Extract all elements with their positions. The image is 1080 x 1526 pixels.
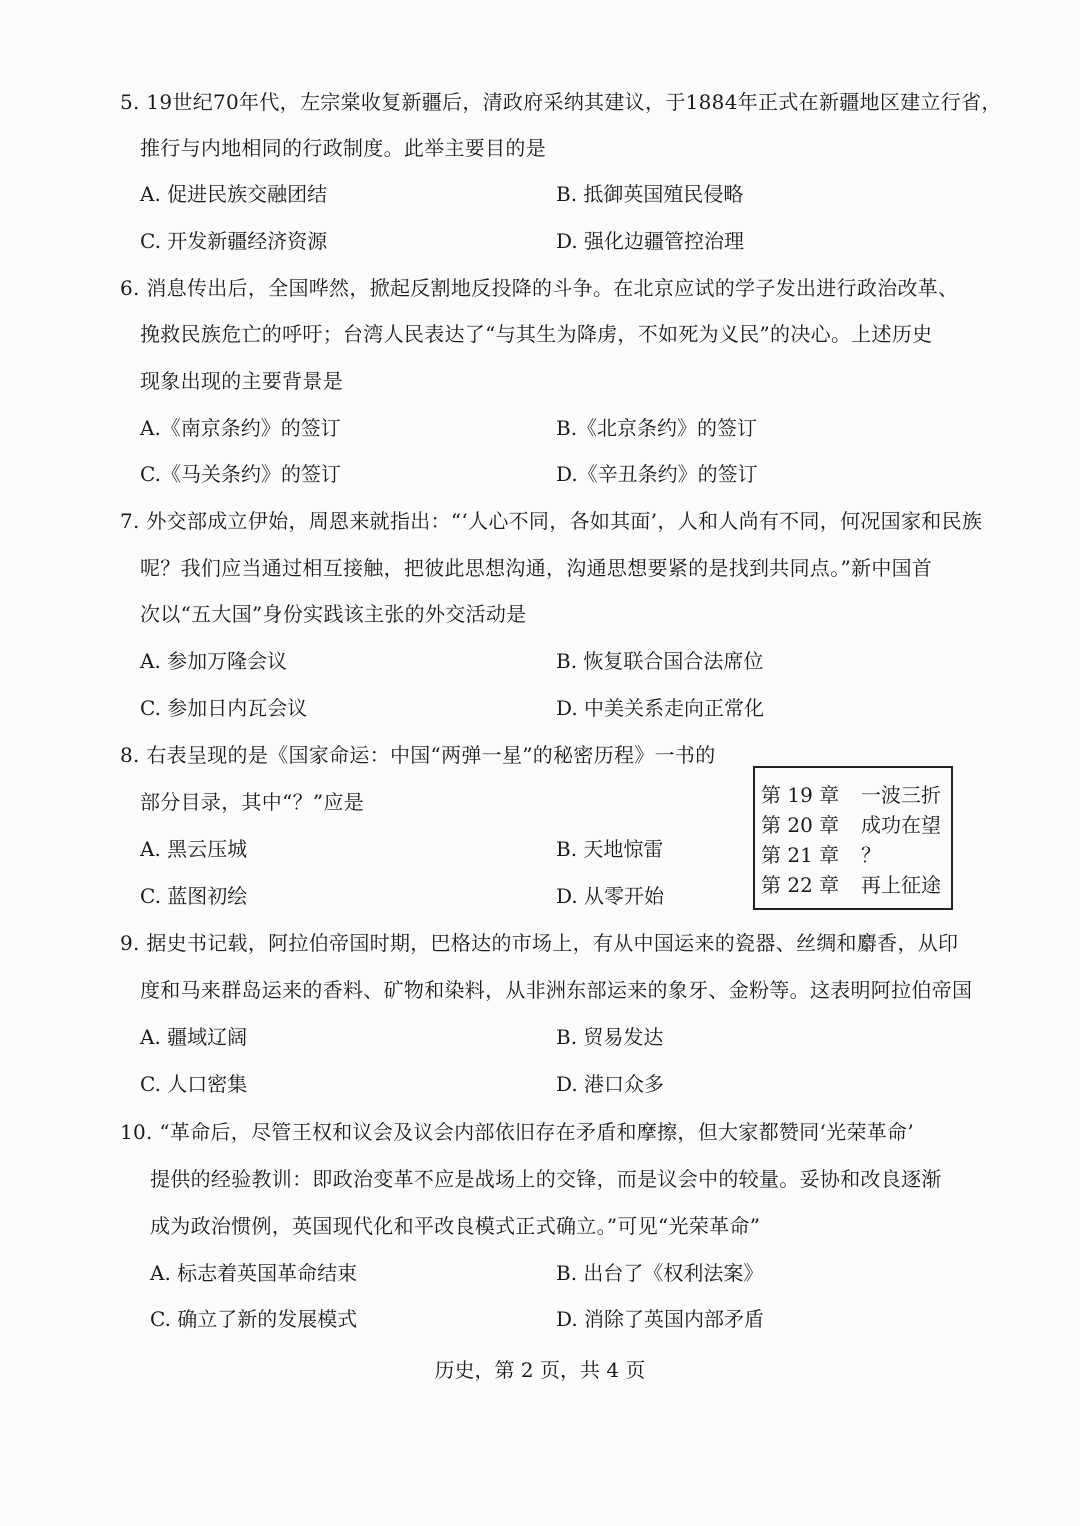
question-text-line: 6. 消息传出后，全国哗然，掀起反割地反投降的斗争。在北京应试的学子发出进行政治改革、 — [120, 276, 959, 300]
question-text-line: 部分目录，其中“？”应是 — [140, 790, 365, 814]
option-c: C. 蓝图初绘 — [140, 884, 248, 908]
option-d: D. 从零开始 — [556, 884, 665, 908]
option-d: D. 中美关系走向正常化 — [556, 696, 765, 720]
option-c: C. 人口密集 — [140, 1072, 248, 1096]
question-text-line: 提供的经验教训：即政治变革不应是战场上的交锋，而是议会中的较量。妥协和改良逐渐 — [150, 1167, 942, 1191]
option-b: B. 天地惊雷 — [556, 837, 664, 861]
question-text-line: 8. 右表呈现的是《国家命运：中国“两弹一星”的秘密历程》一书的 — [120, 743, 716, 767]
option-b: B. 贸易发达 — [556, 1025, 664, 1049]
question-text-line: 推行与内地相同的行政制度。此举主要目的是 — [140, 136, 546, 160]
option-b: B. 出台了《权利法案》 — [556, 1261, 764, 1285]
option-c: C. 参加日内瓦会议 — [140, 696, 308, 720]
chapter-table — [753, 766, 953, 910]
option-d: D.《辛丑条约》的签订 — [556, 462, 758, 486]
question-text-line: 5. 19世纪70年代，左宗棠收复新疆后，清政府采纳其建议，于1884年正式在新疆地区建立行省， — [120, 90, 1002, 114]
chapter-number: 第 22 章 — [761, 873, 840, 897]
option-b: B.《北京条约》的签订 — [556, 416, 758, 440]
question-text-line: 挽救民族危亡的呼吁；台湾人民表达了“与其生为降虏，不如死为义民”的决心。上述历史 — [140, 322, 933, 346]
option-a: A.《南京条约》的签订 — [140, 416, 341, 440]
question-text-line: 7. 外交部成立伊始，周恩来就指出：“‘人心不同，各如其面’，人和人尚有不同，何况国家和民族 — [120, 509, 983, 533]
chapter-title: 成功在望 — [861, 813, 941, 837]
question-text-line: 呢？我们应当通过相互接触，把彼此思想沟通，沟通思想要紧的是找到共同点。”新中国首 — [140, 556, 933, 580]
chapter-number: 第 20 章 — [761, 813, 840, 837]
option-b: B. 抵御英国殖民侵略 — [556, 182, 744, 206]
question-text-line: 成为政治惯例，英国现代化和平改良模式正式确立。”可见“光荣革命” — [150, 1214, 761, 1238]
option-a: A. 疆域辽阔 — [140, 1025, 248, 1049]
option-d: D. 强化边疆管控治理 — [556, 229, 745, 253]
chapter-title: ？ — [861, 843, 881, 867]
page-footer: 历史，第 2 页，共 4 页 — [434, 1358, 646, 1382]
question-text-line: 现象出现的主要背景是 — [140, 369, 343, 393]
option-a: A. 参加万隆会议 — [140, 649, 288, 673]
chapter-number: 第 21 章 — [761, 843, 840, 867]
option-c: C. 确立了新的发展模式 — [150, 1307, 358, 1331]
question-text-line: 度和马来群岛运来的香料、矿物和染料，从非洲东部运来的象牙、金粉等。这表明阿拉伯帝国 — [140, 978, 973, 1002]
option-a: A. 黑云压城 — [140, 837, 248, 861]
option-c: C. 开发新疆经济资源 — [140, 229, 328, 253]
question-text-line: 9. 据史书记载，阿拉伯帝国时期，巴格达的市场上，有从中国运来的瓷器、丝绸和麝香，从印 — [120, 931, 959, 955]
chapter-title: 一波三折 — [861, 783, 941, 807]
option-a: A. 标志着英国革命结束 — [150, 1261, 358, 1285]
option-c: C.《马关条约》的签订 — [140, 462, 341, 486]
chapter-title: 再上征途 — [861, 873, 941, 897]
option-d: D. 消除了英国内部矛盾 — [556, 1307, 765, 1331]
chapter-number: 第 19 章 — [761, 783, 840, 807]
option-a: A. 促进民族交融团结 — [140, 182, 328, 206]
question-text-line: 次以“五大国”身份实践该主张的外交活动是 — [140, 602, 527, 626]
option-b: B. 恢复联合国合法席位 — [556, 649, 764, 673]
option-d: D. 港口众多 — [556, 1072, 665, 1096]
question-text-line: 10. “革命后，尽管王权和议会及议会内部依旧存在矛盾和摩擦，但大家都赞同‘光荣革命’ — [120, 1120, 915, 1144]
